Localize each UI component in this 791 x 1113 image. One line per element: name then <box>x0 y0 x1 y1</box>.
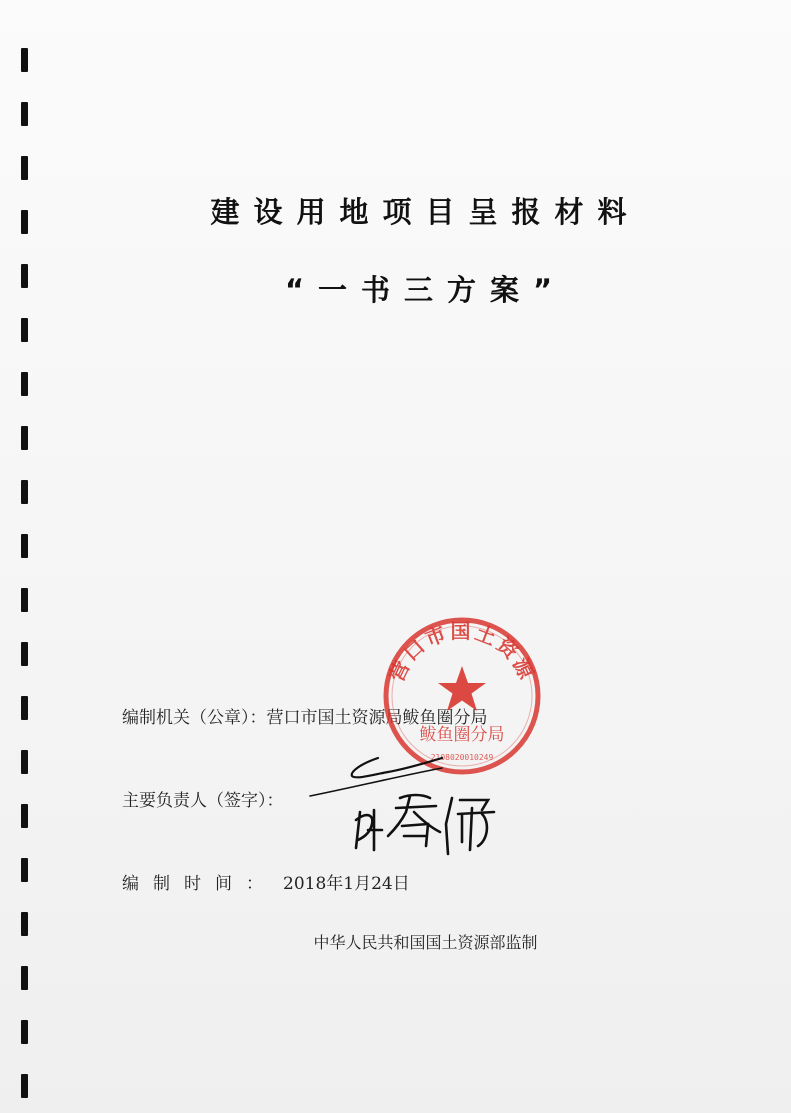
document-title: 建设用地项目呈报材料 <box>210 195 641 229</box>
date-line <box>122 869 410 894</box>
binding-hole <box>21 318 28 342</box>
handwritten-signature-icon <box>290 750 520 860</box>
date-label: 编制时间： <box>122 874 277 894</box>
binding-hole <box>21 534 28 558</box>
binding-hole <box>21 480 28 504</box>
binding-hole <box>21 858 28 882</box>
binding-hole <box>21 750 28 774</box>
binding-hole <box>21 426 28 450</box>
responsible-line <box>122 786 284 811</box>
compiler-label: 编制机关（公章）： <box>122 708 267 728</box>
binding-holes <box>18 48 30 1098</box>
binding-hole <box>21 588 28 612</box>
binding-hole <box>21 156 28 180</box>
binding-hole <box>21 696 28 720</box>
compiler-value: 营口市国土资源局鲅鱼圈分局 <box>266 708 488 728</box>
binding-hole <box>21 912 28 936</box>
binding-hole <box>21 1020 28 1044</box>
binding-hole <box>21 372 28 396</box>
responsible-label: 主要负责人（签字）： <box>122 791 284 811</box>
binding-hole <box>21 804 28 828</box>
binding-hole <box>21 102 28 126</box>
issuer-footer: 中华人民共和国国土资源部监制 <box>313 933 538 952</box>
seal-top-text: 营口市国土资源 <box>384 619 540 686</box>
seal-bottom-text: 鲅鱼圈分局 <box>419 725 505 745</box>
binding-hole <box>21 264 28 288</box>
binding-hole <box>21 210 28 234</box>
seal-code: 2108020010249 <box>430 753 494 762</box>
binding-hole <box>21 1074 28 1098</box>
document-subtitle: “一书三方案” <box>284 273 567 307</box>
date-value: 2018年1月24日 <box>283 874 410 894</box>
binding-hole <box>21 48 28 72</box>
binding-hole <box>21 966 28 990</box>
binding-hole <box>21 642 28 666</box>
